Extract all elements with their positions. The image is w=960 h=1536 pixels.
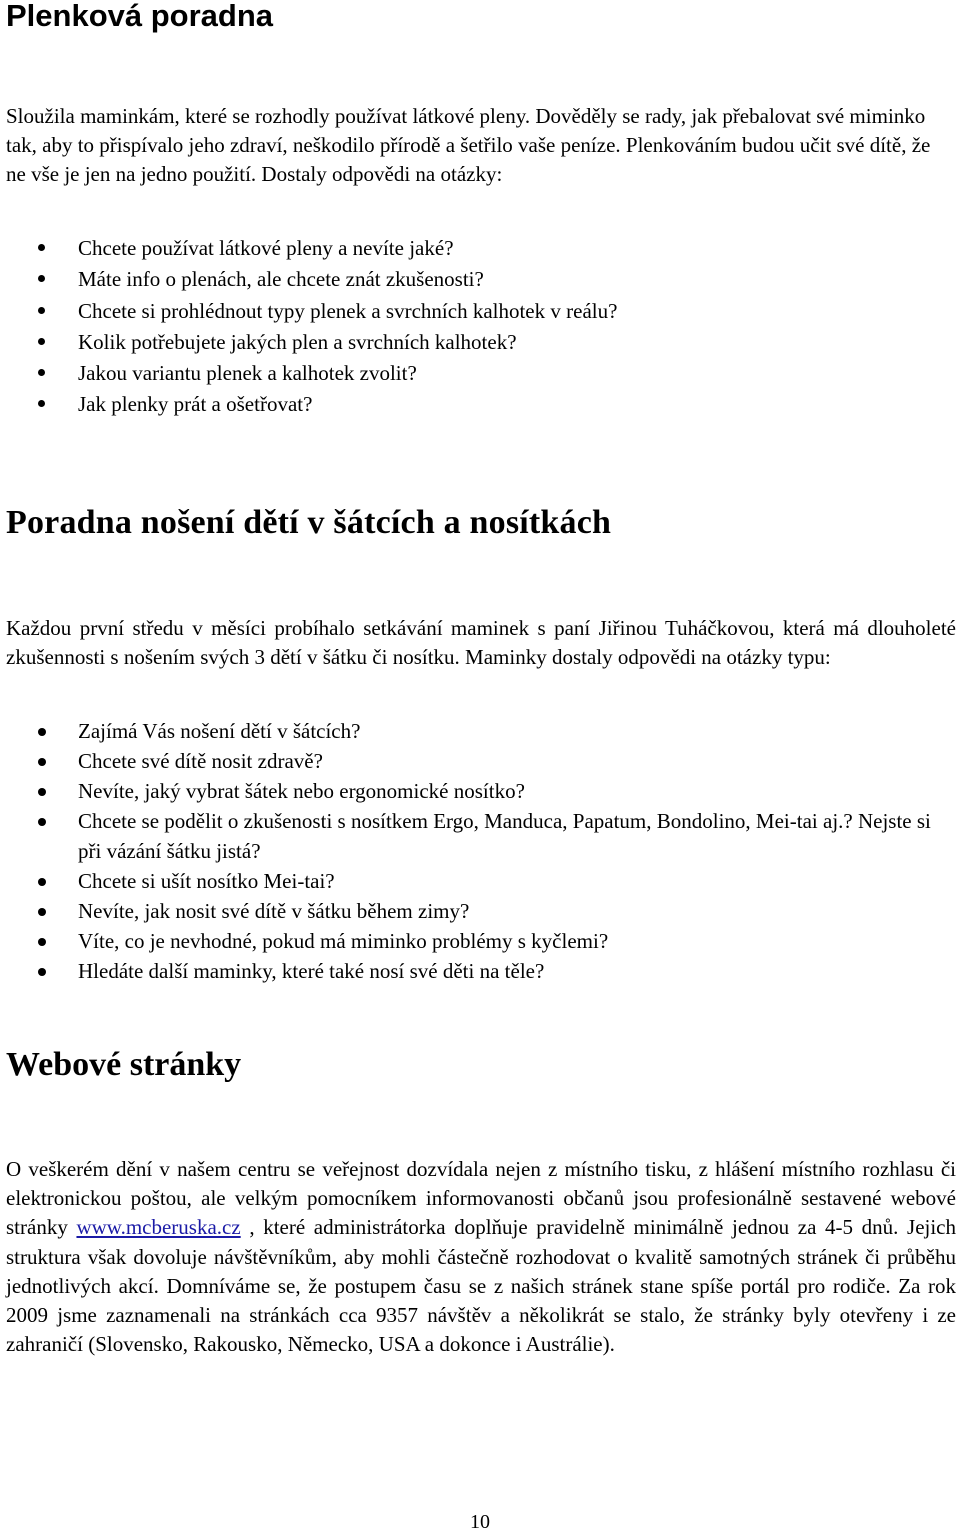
question-list — [6, 233, 956, 421]
list-item — [6, 233, 956, 264]
bullet-icon — [38, 400, 45, 407]
list-item-text: Zajímá Vás nošení dětí v šátcích? — [78, 719, 361, 743]
list-item — [6, 746, 956, 776]
list-item — [6, 926, 956, 956]
list-item — [6, 296, 956, 327]
paragraph-text: O veškerém dění v našem centru se veřejnost dozvídala nejen z místního tisku, z hlášení místního rozhlasu či elektronickou poštou, ale velkým pomocníkem informovanosti občanů jsou profesionálně sestavené webové stránky — [6, 1157, 956, 1240]
website-link[interactable]: www.mcberuska.cz — [76, 1215, 241, 1240]
list-item — [6, 896, 956, 926]
bullet-icon — [38, 275, 45, 282]
section-title: Webové stránky — [6, 1046, 242, 1083]
question-list — [6, 716, 956, 986]
bullet-icon — [38, 788, 46, 796]
section-title: Plenková poradna — [6, 0, 274, 33]
list-item — [6, 389, 956, 420]
bullet-icon — [38, 307, 45, 314]
list-item — [6, 956, 956, 986]
list-item-text: Chcete si ušít nosítko Mei-tai? — [78, 869, 335, 893]
bullet-icon — [38, 338, 45, 345]
section-paragraph: Sloužila maminkám, které se rozhodly používat látkové pleny. Dověděly se rady, jak přebalovat své miminko tak, aby to přispívalo jeho zdraví, neškodilo přírodě a šetřilo vaše peníze. Plenkováním budou učit své dítě, že ne vše je jen na jedno použití. Dostaly odpovědi na otázky: — [6, 104, 931, 187]
section-title: Poradna nošení dětí v šátcích a nosítkách — [6, 504, 612, 541]
list-item-text: Nevíte, jak nosit své dítě v šátku během zimy? — [78, 899, 470, 923]
list-item — [6, 806, 956, 866]
section-paragraph: Každou první středu v měsíci probíhalo setkávání maminek s paní Jiřinou Tuháčkovou, která má dlouholeté zkušennosti s nošením svých 3 dětí v šátku či nosítku. Maminky dostaly odpovědi na otázky typu: — [6, 616, 956, 670]
list-item — [6, 866, 956, 896]
bullet-icon — [38, 728, 46, 736]
list-item-text: Chcete si prohlédnout typy plenek a svrchních kalhotek v reálu? — [78, 298, 618, 323]
list-item-text: Chcete své dítě nosit zdravě? — [78, 749, 323, 773]
bullet-icon — [38, 908, 46, 916]
bullet-icon — [38, 369, 45, 376]
list-item-text: Hledáte další maminky, které také nosí své děti na těle? — [78, 959, 545, 983]
list-item-text: Jakou variantu plenek a kalhotek zvolit? — [78, 361, 417, 386]
list-item-text: Kolik potřebujete jakých plen a svrchních kalhotek? — [78, 329, 517, 354]
bullet-icon — [38, 878, 46, 886]
list-item-text: Máte info o plenách, ale chcete znát zkušenosti? — [78, 267, 484, 292]
list-item — [6, 776, 956, 806]
list-item-text: Nevíte, jaký vybrat šátek nebo ergonomické nosítko? — [78, 779, 525, 803]
page-number: 10 — [470, 1511, 490, 1533]
bullet-icon — [38, 938, 46, 946]
list-item-text: Chcete se podělit o zkušenosti s nosítkem Ergo, Manduca, Papatum, Bondolino, Mei-tai aj.? Nejste si při vázání šátku jistá? — [78, 809, 931, 863]
list-item — [6, 358, 956, 389]
list-item-text: Víte, co je nevhodné, pokud má miminko problémy s kyčlemi? — [78, 929, 609, 953]
bullet-icon — [38, 244, 45, 251]
section-paragraph — [6, 1155, 956, 1359]
list-item — [6, 264, 956, 295]
list-item — [6, 716, 956, 746]
bullet-icon — [38, 758, 46, 766]
list-item — [6, 327, 956, 358]
paragraph-text: , které administrátorka doplňuje pravidelně minimálně jednou za 4-5 dnů. Jejich struktura však dovoluje návštěvníkům, aby mohli částečně rozhodovat o kvalitě samotných stránek či průběhu jednotlivých akcí. Domníváme se, že postupem času se z našich stránek stane spíše portál pro rodiče. Za rok 2009 jsme zaznamenali na stránkách cca 9357 návštěv a několikrát se stalo, že stránky byly otevřeny i ze zahraničí (Slovensko, Rakousko, Německo, USA a dokonce i Austrálie). — [6, 1215, 956, 1357]
list-item-text: Jak plenky prát a ošetřovat? — [78, 392, 313, 417]
bullet-icon — [38, 968, 46, 976]
list-item-text: Chcete používat látkové pleny a nevíte jaké? — [78, 236, 454, 260]
bullet-icon — [38, 818, 46, 826]
